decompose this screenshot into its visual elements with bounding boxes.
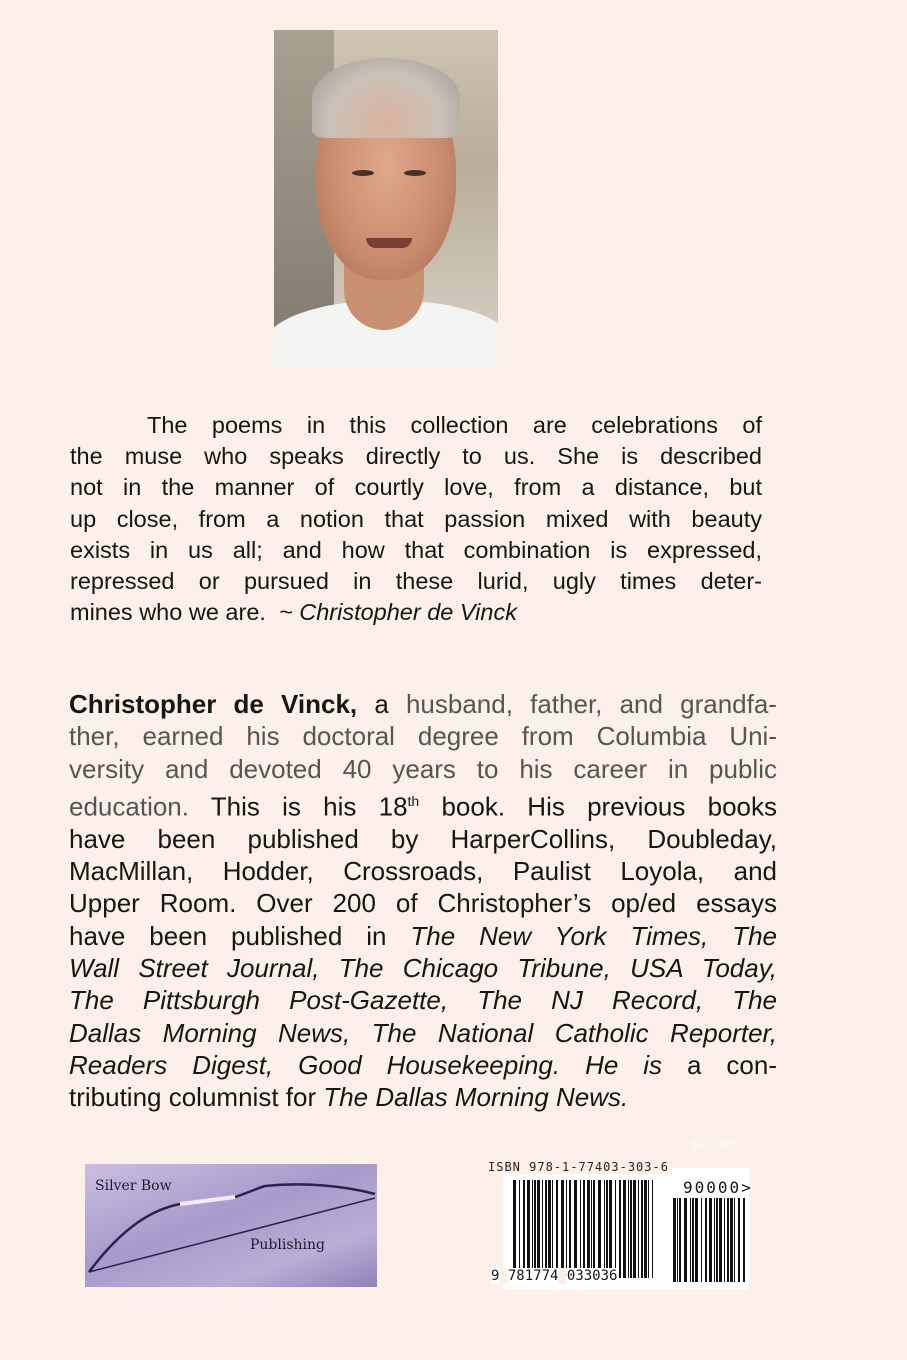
barcode-bar	[652, 1180, 653, 1278]
bio-line	[69, 785, 777, 823]
author-photo	[274, 30, 498, 367]
bio-text: a	[357, 689, 406, 719]
isbn-barcode	[488, 1160, 753, 1290]
author-bio	[69, 688, 777, 1114]
bio-text: have been published in	[69, 920, 411, 951]
bio-text: The Dallas Morning News.	[323, 1082, 629, 1113]
barcode-bar	[606, 1180, 608, 1278]
bio-text: Christopher de Vinck,	[69, 689, 358, 719]
barcode-bar	[523, 1180, 525, 1278]
bio-text: Dallas Morning News, The National Catholic Reporter,	[69, 1017, 777, 1048]
addon-barcode-bars	[673, 1198, 745, 1282]
barcode-bar	[527, 1180, 530, 1278]
barcode-bar	[743, 1198, 745, 1282]
barcode-bar	[623, 1180, 626, 1278]
bio-text: Upper Room. Over 200 of Christopher’s op/ed essays	[69, 888, 777, 919]
barcode-bar	[519, 1180, 520, 1278]
price: $23.95	[690, 1136, 736, 1153]
bio-line	[69, 823, 777, 855]
barcode-bar	[690, 1198, 691, 1282]
bio-text: education.	[69, 791, 189, 822]
bio-line	[69, 920, 777, 952]
barcode-bar	[734, 1198, 735, 1282]
barcode-bar	[532, 1180, 533, 1278]
bio-line	[69, 855, 777, 887]
ean-left-digits: 781774	[507, 1268, 559, 1284]
bio-text: Wall Street Journal, The Chicago Tribune, USA Today,	[69, 953, 777, 984]
bio-line	[69, 1081, 777, 1113]
bio-text: MacMillan, Hodder, Crossroads, Paulist Loyola, and	[69, 856, 777, 887]
blurb-line: not in the manner of courtly love, from a distance, but	[70, 474, 762, 501]
ean-lead-digit: 9	[491, 1268, 500, 1284]
barcode-bar	[692, 1198, 694, 1282]
publisher-logo	[85, 1164, 377, 1287]
barcode-bar	[580, 1180, 581, 1278]
barcode-bar	[593, 1180, 595, 1278]
publisher-name-line1: Silver Bow	[95, 1178, 172, 1194]
bio-line	[69, 1017, 777, 1049]
barcode-bar	[534, 1180, 536, 1278]
barcode-bar	[701, 1198, 702, 1282]
blurb-line: the muse who speaks directly to us. She is described	[70, 443, 762, 470]
barcode-bar	[556, 1180, 558, 1278]
bio-text: husband, father, and grandfa-	[405, 689, 777, 719]
barcode-bar	[648, 1180, 649, 1278]
barcode-bar	[719, 1198, 722, 1282]
bio-text: The New York Times, The	[410, 920, 777, 951]
barcode-bar	[561, 1180, 564, 1278]
barcode-bar	[569, 1180, 571, 1278]
bio-text: a con-	[662, 1049, 777, 1080]
bio-line	[69, 952, 777, 984]
ean-right-digits: 033036	[566, 1268, 618, 1284]
bio-text: Readers Digest, Good Housekeeping. He is	[69, 1049, 663, 1080]
barcode-bar	[709, 1198, 712, 1282]
bio-text: The Pittsburgh Post-Gazette, The NJ Record, The	[69, 985, 777, 1016]
blurb-line: exists in us all; and how that combination is expressed,	[70, 536, 762, 563]
barcode-bar	[714, 1198, 715, 1282]
barcode-bar	[598, 1180, 601, 1278]
barcode-bar	[591, 1180, 592, 1278]
bio-text: ther, earned his doctoral degree from Columbia Uni-	[69, 721, 777, 752]
bio-text: have been published by HarperCollins, Doubleday,	[69, 823, 777, 854]
barcode-bar	[677, 1198, 678, 1282]
barcode-bar	[545, 1180, 547, 1278]
barcode-addon-text: 90000>	[683, 1178, 753, 1197]
barcode-bar	[587, 1180, 590, 1278]
barcode-bar	[705, 1198, 707, 1282]
barcode-bar	[730, 1198, 733, 1282]
barcode-bar	[583, 1180, 585, 1278]
barcode-bar	[638, 1180, 639, 1278]
barcode-bar	[548, 1180, 551, 1278]
barcode-bars	[513, 1180, 653, 1278]
barcode-bar	[738, 1198, 740, 1282]
bio-text: versity and devoted 40 years to his career in public	[69, 753, 777, 784]
publisher-name-line2: Publishing	[250, 1237, 326, 1253]
isbn-text: ISBN 978-1-77403-303-6	[488, 1160, 669, 1174]
barcode-bar	[604, 1180, 605, 1278]
bio-text: This is his 18	[188, 791, 408, 822]
barcode-bar	[542, 1180, 543, 1278]
blurb-paragraph	[70, 410, 762, 628]
ean-digits	[491, 1268, 617, 1284]
barcode-bar	[716, 1198, 718, 1282]
bio-line	[69, 688, 777, 720]
barcode-bar	[644, 1180, 647, 1278]
bio-line	[69, 887, 777, 919]
barcode-bar	[574, 1180, 577, 1278]
barcode-bar	[537, 1180, 540, 1278]
barcode-bar	[641, 1180, 643, 1278]
bio-line	[69, 753, 777, 785]
barcode-bar	[679, 1198, 681, 1282]
blurb-line-last	[70, 597, 762, 628]
barcode-bar	[566, 1180, 567, 1278]
barcode-bar	[552, 1180, 553, 1278]
barcode-bar	[619, 1180, 621, 1278]
barcode-bar	[513, 1180, 516, 1278]
bio-line	[69, 720, 777, 752]
barcode-bar	[673, 1198, 676, 1282]
bio-line	[69, 1049, 777, 1081]
barcode-bar	[615, 1180, 616, 1278]
barcode-bar	[724, 1198, 725, 1282]
blurb-line: mines who we are.	[70, 599, 266, 626]
blurb-line: The poems in this collection are celebrations of	[147, 412, 762, 438]
barcode-bar	[628, 1180, 629, 1278]
bio-text: th	[407, 792, 420, 809]
barcode-bar	[609, 1180, 612, 1278]
bio-text: tributing columnist for	[69, 1082, 324, 1113]
blurb-attribution: ~ Christopher de Vinck	[278, 599, 517, 626]
blurb-line: up close, from a notion that passion mixed with beauty	[70, 505, 762, 532]
barcode-bar	[633, 1180, 636, 1278]
barcode-bar	[630, 1180, 632, 1278]
bio-text: book. His previous books	[419, 791, 777, 822]
barcode-bar	[684, 1198, 687, 1282]
bio-line	[69, 984, 777, 1016]
blurb-line: repressed or pursued in these lurid, ugly times deter-	[70, 568, 762, 595]
barcode-bar	[727, 1198, 729, 1282]
barcode-bar	[695, 1198, 698, 1282]
